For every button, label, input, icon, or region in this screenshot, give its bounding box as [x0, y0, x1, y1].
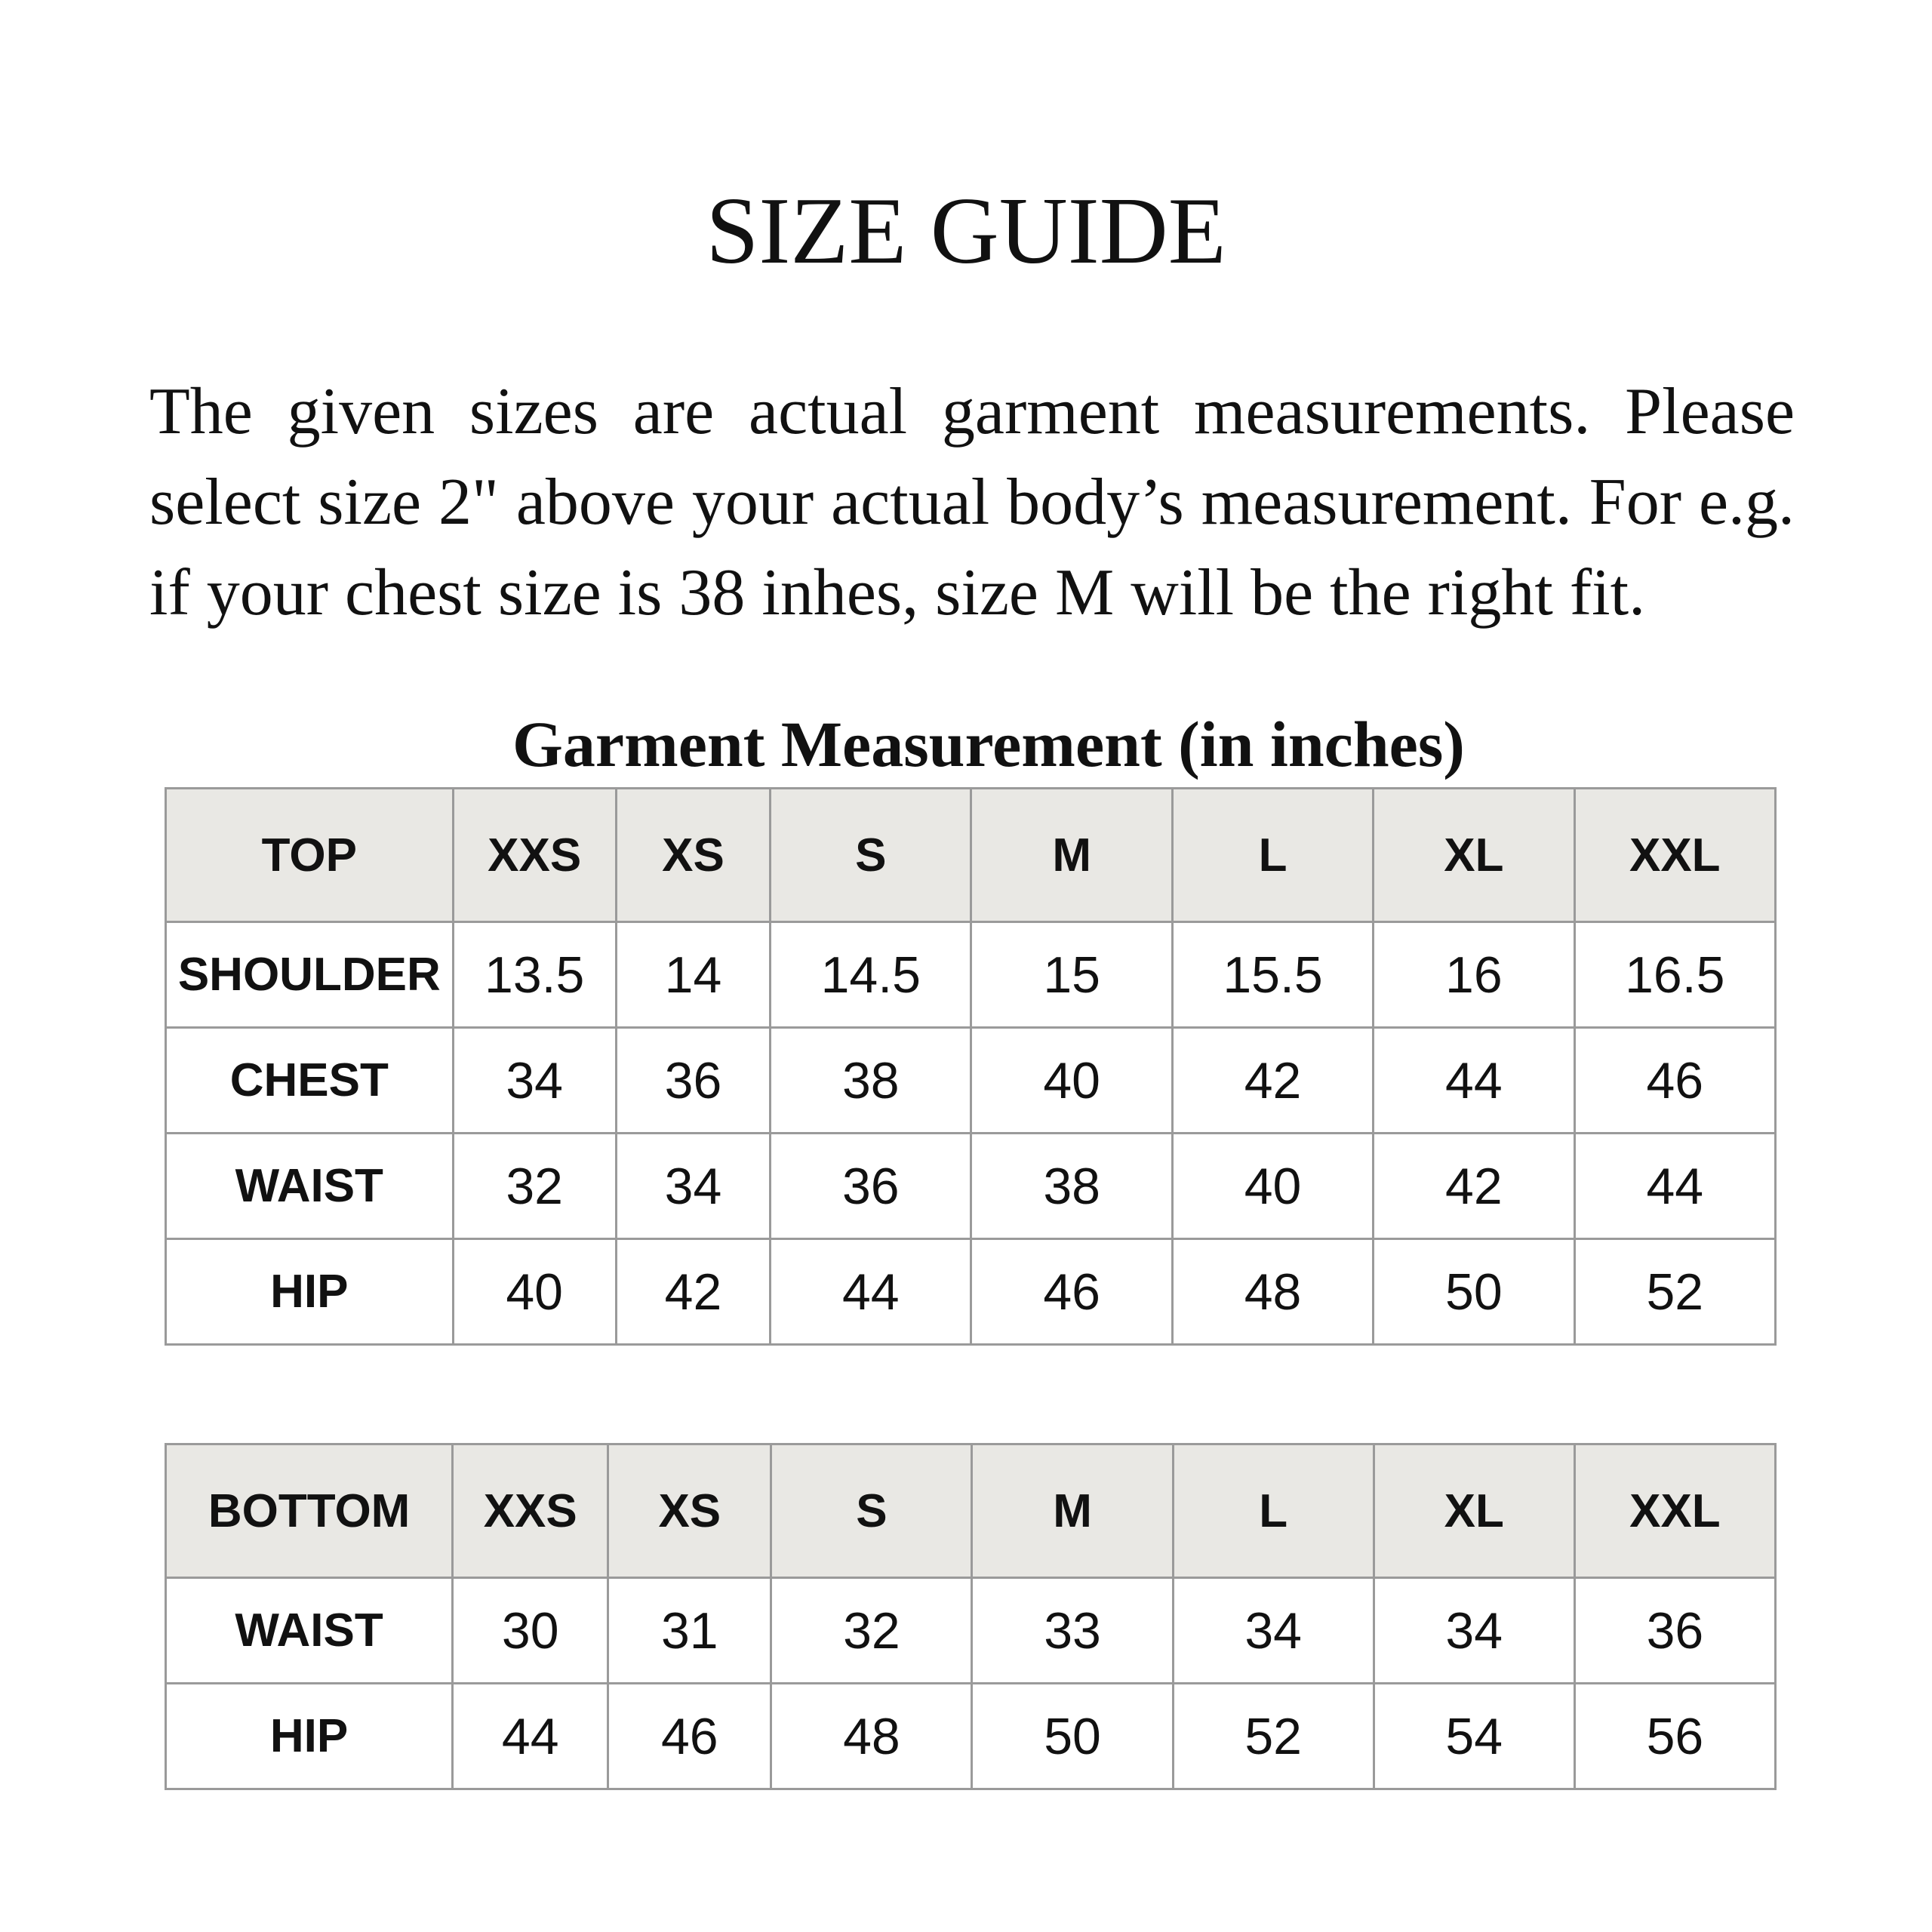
table-cell: 34 — [616, 1134, 770, 1239]
table-cell: 36 — [771, 1134, 971, 1239]
table-header-row — [166, 1444, 1776, 1578]
size-header-xxs: XXS — [453, 789, 616, 922]
table-cell: 15 — [971, 922, 1172, 1028]
table-header-row — [166, 789, 1776, 922]
table-cell: 44 — [1374, 1028, 1574, 1134]
table-cell: 46 — [608, 1684, 771, 1789]
size-header-xs: XS — [608, 1444, 771, 1578]
intro-paragraph: The given sizes are actual garment measurements. Please select size 2" above your actual body’s measurement. For e.g. if your chest size is 38 inhes, size M will be the right fit. — [149, 375, 1795, 629]
table-cell: 40 — [971, 1028, 1172, 1134]
table-cell: 46 — [971, 1239, 1172, 1345]
row-label-chest: CHEST — [166, 1028, 454, 1134]
size-header-s: S — [771, 789, 971, 922]
size-header-xl: XL — [1374, 1444, 1574, 1578]
table-cell: 33 — [972, 1578, 1173, 1684]
table-cell: 44 — [1574, 1134, 1775, 1239]
table-cell: 52 — [1173, 1684, 1374, 1789]
table-row — [166, 1134, 1776, 1239]
table-cell: 50 — [972, 1684, 1173, 1789]
table-subtitle: Garment Measurement (in inches) — [512, 708, 1465, 781]
table-cell: 34 — [453, 1028, 616, 1134]
table-cell: 32 — [771, 1578, 972, 1684]
row-label-waist: WAIST — [166, 1578, 453, 1684]
table-cell: 56 — [1574, 1684, 1775, 1789]
size-header-l: L — [1173, 1444, 1374, 1578]
table-cell: 48 — [1172, 1239, 1373, 1345]
table-row — [166, 1239, 1776, 1345]
size-header-xxl: XXL — [1574, 789, 1775, 922]
table-row — [166, 1684, 1776, 1789]
table-cell: 48 — [771, 1684, 972, 1789]
table-row — [166, 922, 1776, 1028]
table-row — [166, 1578, 1776, 1684]
bottom-size-table — [165, 1443, 1777, 1790]
table-cell: 42 — [1172, 1028, 1373, 1134]
table-row — [166, 1028, 1776, 1134]
top-size-table — [165, 787, 1777, 1346]
table-cell: 34 — [1374, 1578, 1574, 1684]
top-label-header: TOP — [166, 789, 454, 922]
table-cell: 36 — [616, 1028, 770, 1134]
table-cell: 30 — [453, 1578, 608, 1684]
table-cell: 40 — [1172, 1134, 1373, 1239]
table-cell: 34 — [1173, 1578, 1374, 1684]
table-cell: 13.5 — [453, 922, 616, 1028]
table-cell: 42 — [616, 1239, 770, 1345]
size-header-xxl: XXL — [1574, 1444, 1775, 1578]
table-cell: 36 — [1574, 1578, 1775, 1684]
row-label-shoulder: SHOULDER — [166, 922, 454, 1028]
table-cell: 54 — [1374, 1684, 1574, 1789]
size-header-s: S — [771, 1444, 972, 1578]
table-cell: 15.5 — [1172, 922, 1373, 1028]
row-label-hip: HIP — [166, 1239, 454, 1345]
table-cell: 14.5 — [771, 922, 971, 1028]
table-cell: 16.5 — [1574, 922, 1775, 1028]
table-cell: 42 — [1374, 1134, 1574, 1239]
table-cell: 40 — [453, 1239, 616, 1345]
table-cell: 31 — [608, 1578, 771, 1684]
size-header-xl: XL — [1374, 789, 1574, 922]
page-title: SIZE GUIDE — [706, 179, 1226, 285]
row-label-waist: WAIST — [166, 1134, 454, 1239]
table-cell: 16 — [1374, 922, 1574, 1028]
table-cell: 14 — [616, 922, 770, 1028]
bottom-label-header: BOTTOM — [166, 1444, 453, 1578]
size-header-m: M — [971, 789, 1172, 922]
size-header-m: M — [972, 1444, 1173, 1578]
table-cell: 32 — [453, 1134, 616, 1239]
table-cell: 38 — [971, 1134, 1172, 1239]
table-cell: 46 — [1574, 1028, 1775, 1134]
table-cell: 38 — [771, 1028, 971, 1134]
row-label-hip: HIP — [166, 1684, 453, 1789]
size-header-xxs: XXS — [453, 1444, 608, 1578]
table-cell: 52 — [1574, 1239, 1775, 1345]
table-cell: 44 — [453, 1684, 608, 1789]
table-cell: 44 — [771, 1239, 971, 1345]
size-header-l: L — [1172, 789, 1373, 922]
table-cell: 50 — [1374, 1239, 1574, 1345]
size-header-xs: XS — [616, 789, 770, 922]
